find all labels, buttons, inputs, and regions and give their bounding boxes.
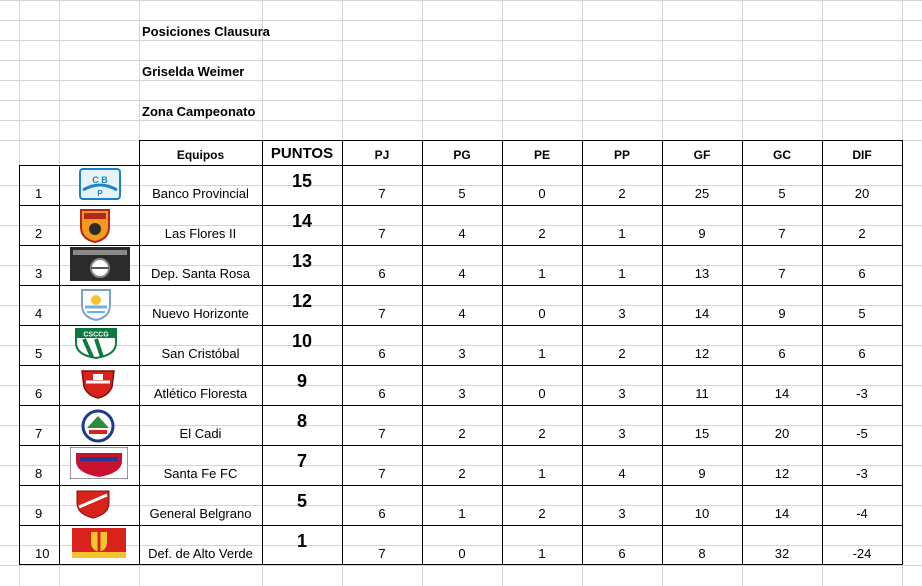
cell-pp: 1 [618, 265, 626, 281]
cell-gc: 14 [774, 505, 790, 521]
alto-verde-crest-icon [72, 528, 126, 563]
cell-pp: 3 [618, 385, 626, 401]
cell-pe: 2 [538, 225, 546, 241]
cell-pe: 1 [538, 465, 546, 481]
cell-gc: 5 [778, 185, 786, 201]
cell-pj: 6 [378, 505, 386, 521]
cell-dif: 6 [858, 265, 866, 281]
cell-gc: 6 [778, 345, 786, 361]
cell-pg: 4 [458, 265, 466, 281]
header-pe: PE [533, 148, 550, 162]
cell-gc: 32 [774, 545, 790, 561]
cbp-crest-icon [79, 168, 121, 205]
cell-dif: -3 [856, 465, 868, 481]
cell-puntos: 14 [291, 210, 313, 231]
cell-rank: 3 [35, 265, 43, 281]
cell-rank: 8 [35, 465, 43, 481]
cell-pj: 7 [378, 545, 386, 561]
cell-pg: 2 [458, 465, 466, 481]
title-zone: Zona Campeonato [142, 103, 256, 119]
cell-pp: 1 [618, 225, 626, 241]
header-dif: DIF [852, 148, 872, 162]
cell-gf: 11 [695, 385, 709, 401]
cell-dif: -4 [856, 505, 868, 521]
cell-rank: 5 [35, 345, 43, 361]
gridline [0, 20, 922, 21]
cell-dif: 5 [858, 305, 866, 321]
cell-pp: 3 [618, 425, 626, 441]
cell-pe: 1 [538, 265, 546, 281]
header-gf: GF [693, 148, 711, 162]
header-pj: PJ [374, 148, 390, 162]
cell-rank: 9 [35, 505, 43, 521]
gridline [0, 100, 922, 101]
cell-dif: -5 [856, 425, 868, 441]
cell-pj: 6 [378, 265, 386, 281]
cell-pp: 4 [618, 465, 626, 481]
santa-fe-fc-crest-icon [70, 447, 128, 484]
cell-team: Nuevo Horizonte [152, 305, 249, 321]
cell-pj: 6 [378, 345, 386, 361]
cell-gf: 13 [694, 265, 710, 281]
cell-pp: 3 [618, 505, 626, 521]
cell-team: General Belgrano [149, 505, 252, 521]
san-cristobal-crest-icon [74, 327, 118, 364]
cell-pj: 7 [378, 185, 386, 201]
cell-puntos: 9 [296, 370, 307, 391]
cell-dif: -3 [856, 385, 868, 401]
cell-gc: 12 [774, 465, 790, 481]
cell-rank: 10 [35, 545, 50, 561]
cell-rank: 4 [35, 305, 43, 321]
svg-text:P: P [97, 189, 103, 198]
cell-pg: 5 [458, 185, 466, 201]
cell-pe: 0 [538, 185, 546, 201]
cell-gf: 10 [694, 505, 710, 521]
gridline [0, 120, 922, 121]
atletico-floresta-crest-icon [78, 369, 118, 404]
cell-pj: 6 [378, 385, 386, 401]
gridline [0, 40, 922, 41]
cell-pg: 3 [458, 345, 466, 361]
cell-team: El Cadi [179, 425, 222, 441]
header-puntos: PUNTOS [270, 144, 334, 162]
cell-pj: 7 [378, 425, 386, 441]
cell-gf: 12 [694, 345, 710, 361]
cell-puntos: 7 [296, 450, 307, 471]
cell-pj: 7 [378, 305, 386, 321]
general-belgrano-crest-icon [75, 489, 111, 524]
cell-rank: 6 [35, 385, 43, 401]
cell-team: Las Flores II [164, 225, 237, 241]
cell-team: Def. de Alto Verde [148, 545, 253, 561]
cell-rank: 1 [35, 185, 43, 201]
cell-pe: 2 [538, 425, 546, 441]
gridline [0, 0, 922, 1]
cell-pe: 2 [538, 505, 546, 521]
svg-text:C B: C B [92, 175, 108, 185]
santa-rosa-crest-icon [70, 247, 130, 286]
cell-pg: 0 [458, 545, 466, 561]
cell-team: Banco Provincial [152, 185, 249, 201]
table-border [19, 165, 903, 166]
el-cadi-crest-icon [79, 409, 117, 448]
title-name: Griselda Weimer [142, 63, 245, 79]
cell-dif: 6 [858, 345, 866, 361]
cell-pp: 2 [618, 185, 626, 201]
header-pp: PP [613, 148, 630, 162]
nuevo-horizonte-crest-icon [80, 287, 112, 326]
cell-puntos: 13 [291, 250, 313, 271]
gridline [0, 60, 922, 61]
cell-dif: 20 [854, 185, 870, 201]
cell-puntos: 5 [296, 490, 307, 511]
cell-team: Dep. Santa Rosa [150, 265, 250, 281]
cell-gc: 9 [778, 305, 786, 321]
cell-pe: 1 [538, 345, 546, 361]
cell-puntos: 15 [291, 170, 313, 191]
cell-gc: 7 [778, 265, 786, 281]
cell-pe: 0 [538, 385, 546, 401]
cell-puntos: 1 [296, 530, 307, 551]
cell-pj: 7 [378, 225, 386, 241]
cell-gf: 15 [694, 425, 710, 441]
cell-pp: 6 [618, 545, 626, 561]
cell-pe: 1 [538, 545, 546, 561]
cell-puntos: 12 [291, 290, 313, 311]
cell-puntos: 10 [291, 330, 313, 351]
cell-gc: 20 [774, 425, 790, 441]
gridline [0, 80, 922, 81]
cell-pg: 4 [458, 305, 466, 321]
cell-gf: 9 [698, 465, 706, 481]
header-gc: GC [773, 148, 791, 162]
cell-pg: 4 [458, 225, 466, 241]
cell-pp: 3 [618, 305, 626, 321]
cell-team: Santa Fe FC [163, 465, 238, 481]
cell-gc: 7 [778, 225, 786, 241]
title-tournament: Posiciones Clausura [142, 23, 270, 39]
cell-pg: 3 [458, 385, 466, 401]
cell-dif: -24 [852, 545, 872, 561]
header-pg: PG [453, 148, 471, 162]
cell-puntos: 8 [296, 410, 307, 431]
header-equipos: Equipos [176, 148, 225, 162]
cell-team: San Cristóbal [161, 345, 240, 361]
svg-text:CSCCG: CSCCG [83, 331, 109, 339]
cell-pp: 2 [618, 345, 626, 361]
cell-rank: 7 [35, 425, 43, 441]
cell-gf: 8 [698, 545, 706, 561]
cell-dif: 2 [858, 225, 866, 241]
cell-gf: 14 [694, 305, 710, 321]
cell-gc: 14 [774, 385, 790, 401]
cell-pj: 7 [378, 465, 386, 481]
cell-gf: 9 [698, 225, 706, 241]
cell-rank: 2 [35, 225, 43, 241]
cell-pg: 2 [458, 425, 466, 441]
las-flores-crest-icon [78, 207, 112, 248]
cell-gf: 25 [694, 185, 710, 201]
cell-pg: 1 [458, 505, 466, 521]
cell-team: Atlético Floresta [153, 385, 248, 401]
cell-pe: 0 [538, 305, 546, 321]
